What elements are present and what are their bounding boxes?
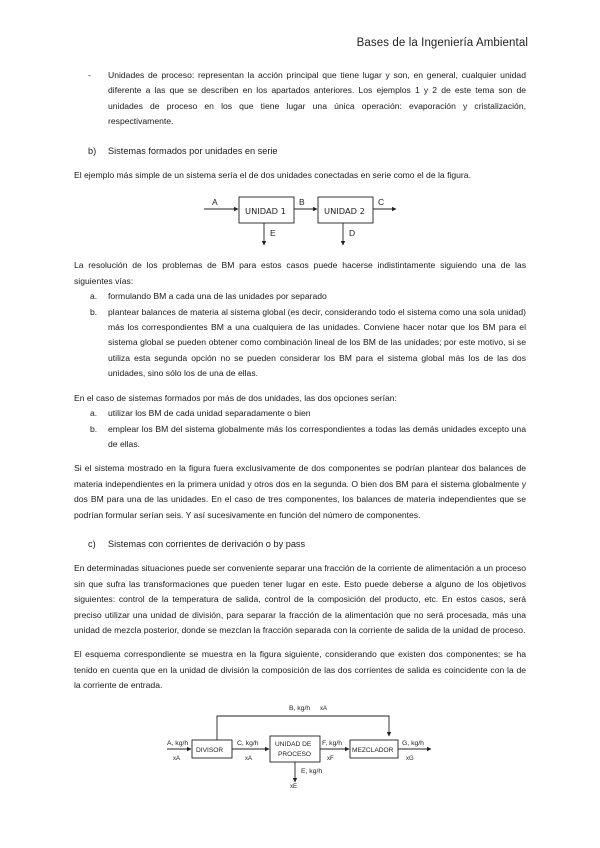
list-item-text: plantear balances de materia al sistema global (es decir, considerando todo el sistema como una sola unidad) más los correspondientes BM a una cualquiera de las unidades. Conviene hacer notar que los BM para el sistema global se pueden obtener como combinación lineal de los BM de las unidades; por este motivo, si se utiliza esta segunda opción no se pueden considerar los BM para el sistema global más los de las dos unidades, sino sólo los de una de ellas. — [108, 306, 526, 379]
list-item-mark: b. — [90, 306, 98, 317]
more-units-options-list — [74, 406, 526, 452]
series-units-figure — [200, 189, 400, 249]
section-c-mark: c) — [88, 538, 96, 549]
resolution-ways-list — [74, 289, 526, 381]
section-c-paragraph-1: En determinadas situaciones puede ser conveniente separar una fracción de la corriente de alimentación a un proceso sin que sufra las transformaciones que pueden tener lugar en este. Esto puede deberse a alguno de los objetivos siguientes: control de la temperatura de salida, control de la composición del producto, etc. En estos casos, será preciso utilizar una unidad de división, para separar la fracción de la alimentación que no será procesada, más una unidad de mezcla posterior, donde se mezclan la fracción separada con la corriente de salida de la unidad de proceso. — [74, 563, 526, 635]
list-item — [74, 305, 526, 382]
bypass-label: B, kg/h — [289, 704, 311, 712]
bullet-unidades-proceso — [74, 68, 526, 130]
process-unit-box — [270, 736, 320, 762]
section-c-title: Sistemas con corrientes de derivación o by pass — [108, 538, 306, 549]
bullet-unidades-text: Unidades de proceso: representan la acción principal que tiene lugar y son, en general, cualquier unidad diferente a las que se describen en los apartados anteriores. Los ejemplos 1 y 2 de este tema son de unidades de proceso en los que tiene lugar una única operación: evaporación y cristalización, respectivamente. — [108, 70, 526, 127]
list-item-mark: a. — [90, 408, 98, 419]
divisor-label: DIVISOR — [196, 746, 224, 754]
mixer-label: MEZCLADOR — [352, 746, 394, 754]
g-stream-label: G, kg/h — [402, 739, 424, 747]
list-item — [74, 406, 526, 421]
list-item-text: emplear los BM del sistema globalmente más los correspondientes a todas las demás unidades excepto una de ellas. — [108, 423, 526, 449]
section-b-heading — [74, 144, 526, 159]
list-item — [74, 289, 526, 304]
list-item-mark: a. — [90, 291, 98, 302]
feed-label: A, kg/h — [167, 739, 189, 747]
unit-2-label: UNIDAD 2 — [324, 206, 365, 217]
section-c-heading — [74, 537, 526, 552]
more-units-intro: En el caso de sistemas formados por más de dos unidades, las dos opciones serían: — [74, 392, 397, 403]
process-unit-label-2: PROCESO — [278, 750, 311, 758]
unit-1-label: UNIDAD 1 — [245, 206, 286, 217]
bullet-dash: - — [88, 70, 91, 80]
section-b-mark: b) — [88, 145, 97, 156]
g-stream-composition: xG — [406, 755, 414, 762]
c-stream-label: C, kg/h — [237, 739, 259, 747]
stream-a-label: A — [212, 197, 218, 208]
bypass-composition: xA — [320, 705, 328, 712]
running-header: Bases de la Ingeniería Ambiental — [356, 37, 528, 49]
list-item-text: formulando BM a cada una de las unidades por separado — [108, 291, 327, 302]
e-stream-composition: xE — [290, 783, 298, 790]
section-c-paragraph-2: El esquema correspondiente se muestra en la figura siguiente, considerando que existen dos componentes; se ha tenido en cuenta que en la unidad de división la composición de las dos corrientes de salida es coincidente con la de la corriente de entrada. — [74, 649, 526, 691]
c-stream-composition: xA — [245, 755, 253, 762]
f-stream-composition: xF — [327, 755, 334, 762]
page-content — [74, 68, 526, 790]
section-b-title: Sistemas formados por unidades en serie — [108, 145, 278, 156]
list-item-mark: b. — [90, 423, 98, 434]
f-stream-label: F, kg/h — [322, 739, 343, 747]
section-b-closing: Si el sistema mostrado en la figura fuera exclusivamente de dos componentes se podrían plantear dos balances de materia independientes en la primera unidad y otros dos en la segunda. O bien dos BM para el sistema globalmente y dos BM para una de las unidades. En el caso de tres componentes, los balances de materia independientes que se podrían formular serían seis. Y así sucesivamente en función del número de componentes. — [74, 463, 526, 520]
section-b-intro: El ejemplo más simple de un sistema sería el de dos unidades conectadas en serie como el de la figura. — [74, 170, 471, 181]
stream-c-label: C — [378, 197, 385, 208]
list-item — [74, 422, 526, 453]
list-item-text: utilizar los BM de cada unidad separadamente o bien — [108, 408, 311, 419]
feed-composition: xA — [173, 755, 181, 762]
stream-d-label: D — [349, 228, 356, 239]
bypass-figure — [165, 698, 435, 790]
e-stream-label: E, kg/h — [301, 767, 323, 775]
stream-e-label: E — [270, 228, 276, 239]
resolution-intro: La resolución de los problemas de BM para estos casos puede hacerse indistintamente siguiendo una de las siguientes vías: — [74, 260, 526, 286]
process-unit-label-1: UNIDAD DE — [275, 740, 312, 748]
stream-b-label: B — [299, 197, 305, 208]
